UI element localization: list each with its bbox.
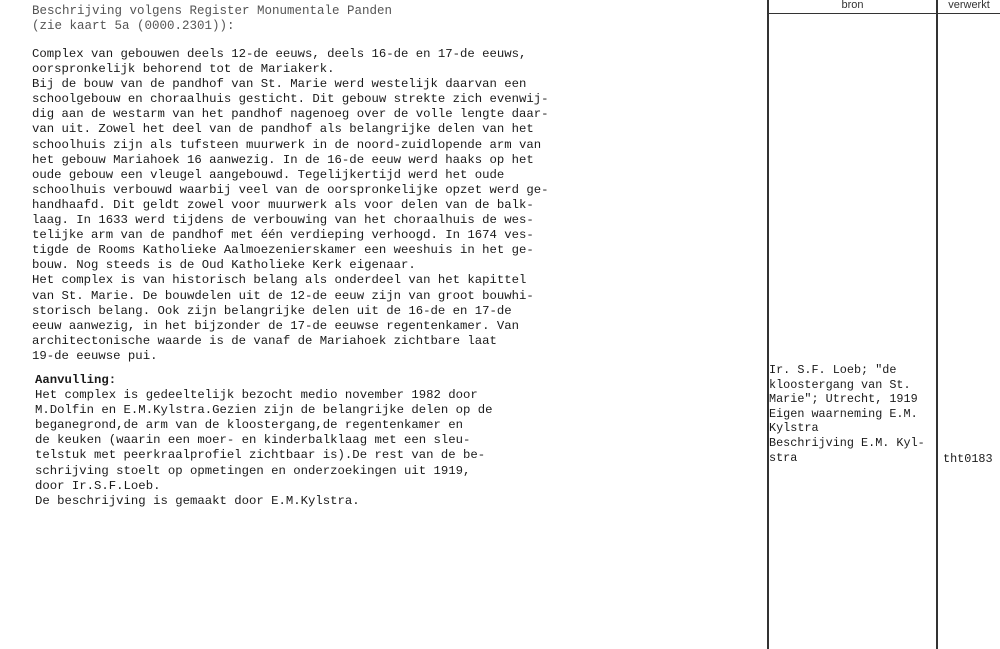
text-line: handhaafd. Dit geldt zowel voor muurwerk als voor delen van de balk- — [32, 197, 534, 212]
text-line: 19-de eeuwse pui. — [32, 348, 158, 363]
text-line: beganegrond,de arm van de kloostergang,de regentenkamer en — [35, 418, 464, 433]
column-divider — [767, 0, 769, 649]
bron-line: Marie"; Utrecht, 1919 — [769, 392, 918, 407]
text-line: M.Dolfin en E.M.Kylstra.Gezien zijn de belangrijke delen op de — [35, 403, 493, 418]
bron-column-header: bron — [841, 0, 864, 11]
column-divider — [936, 0, 938, 649]
text-line: de keuken (waarin een moer- en kinderbalklaag met een sleu- — [35, 433, 471, 448]
text-line: telstuk met peerkraalprofiel zichtbaar is).De rest van de be- — [35, 448, 486, 463]
text-line: bouw. Nog steeds is de Oud Katholieke Kerk eigenaar. — [32, 258, 416, 273]
text-line: eeuw aanwezig, in het bijzonder de 17-de eeuwse regentenkamer. Van — [32, 318, 520, 333]
text-line: oude gebouw een vleugel aangebouwd. Tegelijkertijd werd het oude — [32, 167, 505, 182]
text-line: schrijving stoelt op opmetingen en onderzoekingen uit 1919, — [35, 463, 471, 478]
text-line: De beschrijving is gemaakt door E.M.Kylstra. — [35, 493, 360, 508]
bron-line: Eigen waarneming E.M. — [769, 406, 918, 421]
text-line: oorspronkelijk behorend tot de Mariakerk. — [32, 62, 335, 77]
text-line: architectonische waarde is de vanaf de Mariahoek zichtbare laat — [32, 333, 497, 348]
text-line: het gebouw Mariahoek 16 aanwezig. In de 16-de eeuw werd haaks op het — [32, 152, 534, 167]
aanvulling-heading: Aanvulling: — [35, 373, 117, 387]
bron-line: Kylstra — [769, 421, 819, 436]
verwerkt-code: tht0183 — [943, 452, 993, 466]
bron-line: Ir. S.F. Loeb; "de — [769, 363, 897, 377]
text-line: door Ir.S.F.Loeb. — [35, 478, 161, 493]
bron-line: kloostergang van St. — [769, 377, 911, 392]
header-title: Beschrijving volgens Register Monumentale Panden — [32, 4, 393, 18]
verwerkt-column-header: verwerkt — [948, 0, 990, 11]
bron-line: stra — [769, 450, 798, 465]
text-line: dig aan de westarm van het pandhof nagenoeg over de volle lengte daar- — [32, 107, 549, 122]
header-rule — [767, 13, 1000, 14]
main-description — [32, 47, 549, 364]
text-line: schoolhuis zijn als tufsteen muurwerk in de noord-zuidlopende arm van — [32, 137, 542, 152]
text-line: storisch belang. Ook zijn belangrijke delen uit de 16-de en 17-de — [32, 303, 512, 318]
text-line: tigde de Rooms Katholieke Aalmoezenierskamer een weeshuis in het ge- — [32, 243, 534, 258]
text-line: Het complex is gedeeltelijk bezocht medio november 1982 door — [35, 388, 478, 403]
text-line: Complex van gebouwen deels 12-de eeuws, deels 16-de en 17-de eeuws, — [32, 47, 527, 61]
text-line: van uit. Zowel het deel van de pandhof als belangrijke delen van het — [32, 122, 534, 137]
text-line: Het complex is van historisch belang als onderdeel van het kapittel — [32, 273, 527, 288]
text-line: telijke arm van de pandhof met één verdieping verhoogd. In 1674 ves- — [32, 228, 534, 243]
bron-entry — [769, 363, 925, 465]
text-line: schoolhuis verbouwd waarbij veel van de oorspronkelijke opzet werd ge- — [32, 182, 549, 197]
aanvulling-section — [35, 373, 493, 509]
text-line: schoolgebouw en choraalhuis gesticht. Dit gebouw strekte zich evenwij- — [32, 92, 549, 107]
text-line: laag. In 1633 werd tijdens de verbouwing van het choraalhuis de wes- — [32, 213, 534, 228]
header-subtitle: (zie kaart 5a (0000.2301)): — [32, 19, 235, 33]
text-line: Bij de bouw van de pandhof van St. Marie werd westelijk daarvan een — [32, 77, 527, 92]
text-line: van St. Marie. De bouwdelen uit de 12-de eeuw zijn van groot bouwhi- — [32, 288, 534, 303]
document-header — [32, 4, 392, 34]
bron-line: Beschrijving E.M. Kyl- — [769, 435, 925, 450]
